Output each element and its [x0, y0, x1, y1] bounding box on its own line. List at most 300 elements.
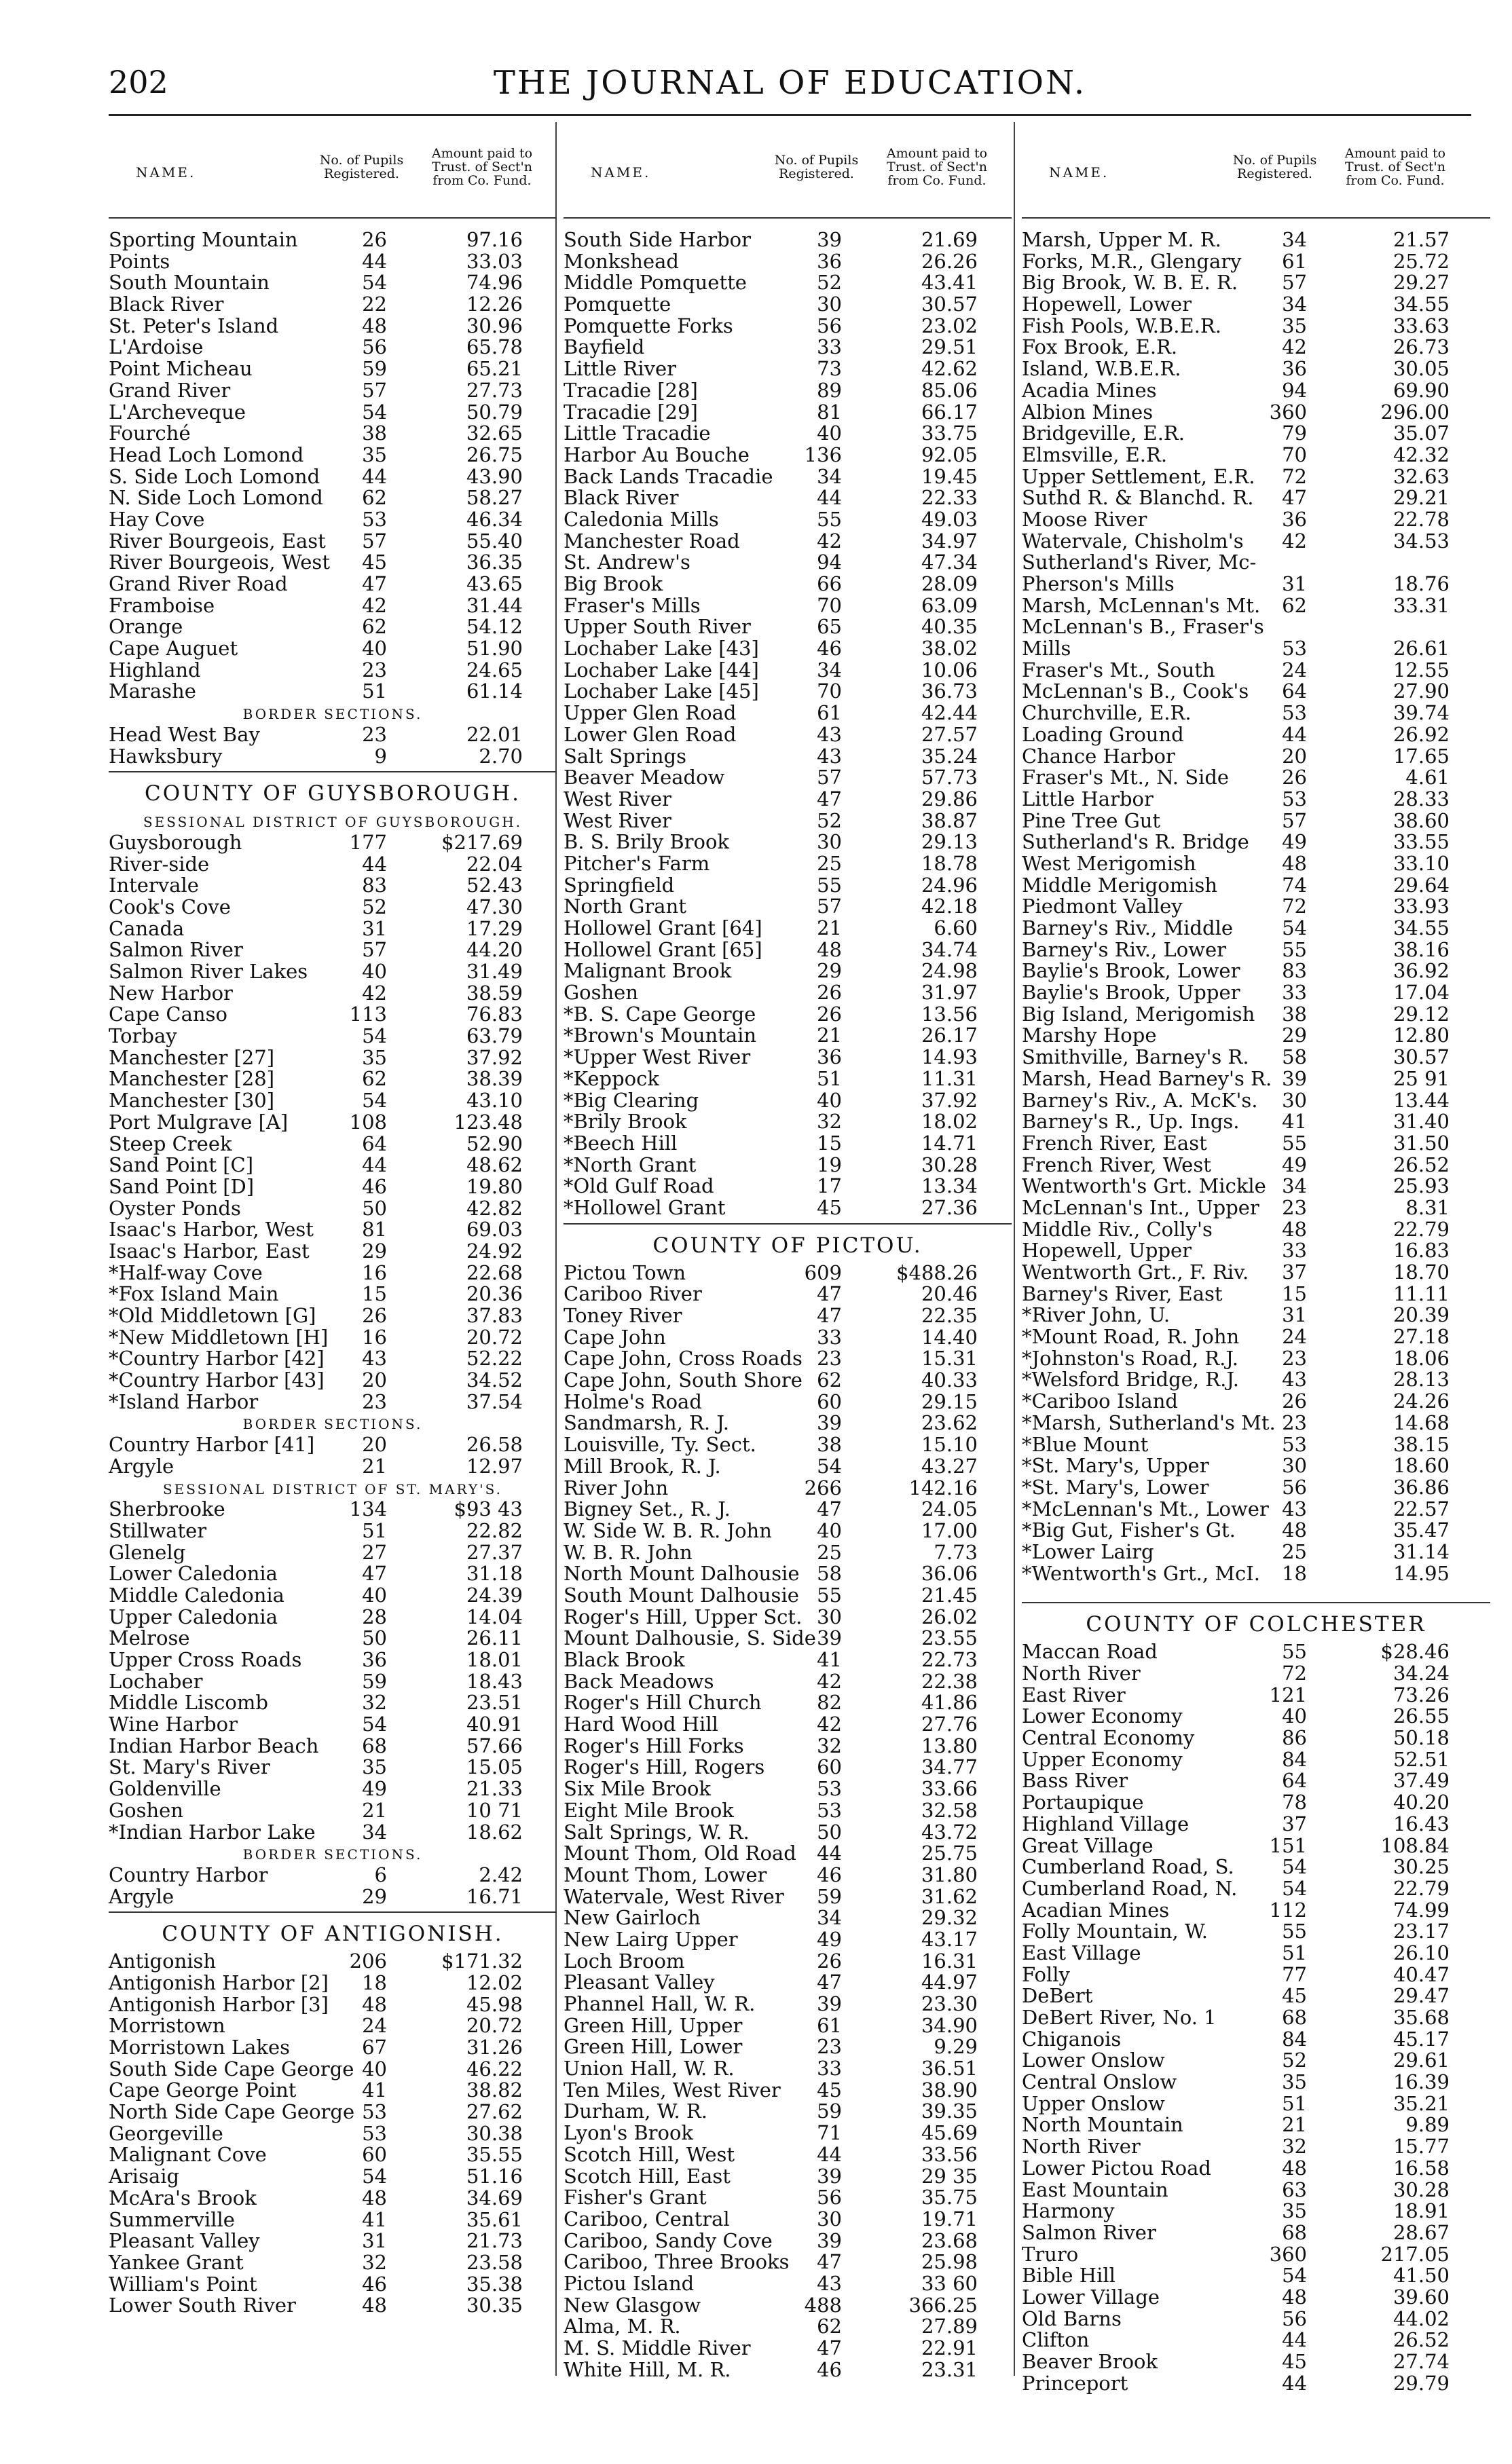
school-name: *Cariboo Island: [1022, 1389, 1178, 1413]
school-name: Pleasant Valley: [109, 2229, 260, 2253]
amount-paid: 19.45: [921, 464, 978, 488]
school-name: Hawksbury: [109, 744, 223, 768]
school-name: Pictou Town: [564, 1261, 686, 1284]
school-name: William's Point: [109, 2272, 257, 2296]
pupils-registered: 51: [362, 1518, 387, 1542]
amount-paid: 12.97: [466, 1454, 523, 1478]
amount-paid: 4.61: [1405, 766, 1450, 789]
pupils-registered: 21: [362, 1454, 387, 1478]
table-row: [1022, 358, 1490, 380]
amount-paid: 73.26: [1393, 1683, 1450, 1706]
pupils-registered: 24: [1282, 1325, 1307, 1349]
amount-paid: 29.61: [1393, 2049, 1450, 2072]
school-name: Cumberland Road, S.: [1022, 1855, 1234, 1879]
table-row: [564, 531, 1012, 553]
table-row: [109, 1434, 557, 1456]
amount-paid: 22.35: [921, 1304, 978, 1327]
amount-paid: 19.80: [466, 1174, 523, 1198]
pupils-registered: 30: [817, 830, 842, 854]
table-row: [1022, 1563, 1490, 1585]
amount-paid: 28.67: [1393, 2220, 1450, 2244]
amount-paid: 18.62: [466, 1820, 523, 1844]
amount-paid: 18.06: [1393, 1346, 1450, 1370]
school-name: Middle Caledonia: [109, 1583, 284, 1607]
amount-paid: 22.73: [921, 1648, 978, 1671]
amount-paid: 52.51: [1393, 1747, 1450, 1771]
school-name: *St. Mary's, Lower: [1022, 1475, 1209, 1499]
amount-paid: 66.17: [921, 400, 978, 424]
county-heading: COUNTY OF ANTIGONISH.: [109, 1911, 557, 1951]
amount-paid: 35.61: [466, 2207, 523, 2231]
school-name: Goshen: [109, 1798, 184, 1822]
school-name: W. B. R. John: [564, 1540, 693, 1564]
school-name: Sandmarsh, R. J.: [564, 1411, 729, 1435]
table-row: [109, 1026, 557, 1047]
table-row: [564, 1413, 1012, 1434]
amount-paid: 25.98: [921, 2250, 978, 2274]
amount-paid: 27.36: [921, 1195, 978, 1219]
amount-paid: 29.32: [921, 1906, 978, 1930]
school-name: Middle Pomquette: [564, 271, 747, 295]
amount-paid: 23.17: [1393, 1920, 1450, 1943]
school-name: Chance Harbor: [1022, 744, 1175, 768]
table-row: [1022, 1835, 1490, 1857]
pupils-registered: 40: [362, 960, 387, 983]
table-row: [109, 2059, 557, 2080]
pupils-registered: 29: [1282, 1024, 1307, 1047]
amount-paid: 34.97: [921, 529, 978, 553]
amount-paid: 65.21: [466, 357, 523, 381]
table-row: [564, 251, 1012, 273]
pupils-registered: 34: [817, 464, 842, 488]
pupils-registered: 59: [817, 2099, 842, 2123]
table-row: [1022, 1369, 1490, 1391]
pupils-registered: 34: [1282, 1174, 1307, 1198]
table-row: [109, 1714, 557, 1736]
school-name: Lower Onslow: [1022, 2049, 1165, 2072]
school-name: Malignant Brook: [564, 959, 732, 983]
table-row: [109, 746, 557, 768]
amount-paid: 29 35: [921, 2164, 978, 2188]
pupils-registered: 47: [817, 1971, 842, 1994]
table-row: [1022, 918, 1490, 939]
spacer: [1022, 1584, 1490, 1598]
pupils-registered: 94: [1282, 378, 1307, 402]
table-row: [564, 2338, 1012, 2359]
table-row: [109, 1241, 557, 1263]
school-name: Barney's R., Up. Ings.: [1022, 1110, 1240, 1134]
school-name: Marsh, Upper M. R.: [1022, 228, 1221, 251]
pupils-registered: 42: [1282, 335, 1307, 359]
school-name: Bigney Set., R. J.: [564, 1497, 731, 1521]
school-name: Little Tracadie: [564, 422, 711, 445]
amount-paid: 35.24: [921, 744, 978, 768]
table-row: [1022, 574, 1490, 595]
table-row: [564, 509, 1012, 531]
pupils-registered: 54: [1282, 1855, 1307, 1879]
table-row: [1022, 531, 1490, 553]
amount-paid: 29.15: [921, 1389, 978, 1413]
amount-paid: 30.25: [1393, 1855, 1450, 1879]
school-name: Grand River: [109, 378, 231, 402]
pupils-registered: 67: [362, 2036, 387, 2059]
pupils-registered: 43: [817, 722, 842, 746]
pupils-registered: 49: [1282, 830, 1307, 854]
table-row: [564, 1263, 1012, 1284]
school-name: Isaac's Harbor, East: [109, 1239, 310, 1263]
amount-paid: 18.01: [466, 1648, 523, 1671]
header-pupils: No. of Pupils Registered.: [774, 153, 859, 181]
school-name: Louisville, Ty. Sect.: [564, 1433, 756, 1457]
pupils-registered: 53: [1282, 701, 1307, 725]
table-row: [1022, 466, 1490, 488]
school-name: *Big Clearing: [564, 1088, 699, 1112]
table-row: [564, 1822, 1012, 1844]
table-row: [1022, 1348, 1490, 1370]
pupils-registered: 17: [817, 1174, 842, 1198]
pupils-registered: 56: [1282, 1475, 1307, 1499]
pupils-registered: 30: [817, 2207, 842, 2230]
school-name: Chiganois: [1022, 2027, 1122, 2051]
table-row: [564, 1994, 1012, 2015]
pupils-registered: 56: [817, 2186, 842, 2209]
pupils-registered: 25: [1282, 1539, 1307, 1563]
amount-paid: 18.76: [1393, 572, 1450, 595]
amount-paid: 26.73: [1393, 335, 1450, 359]
pupils-registered: 360: [1269, 2242, 1307, 2266]
pupils-registered: 41: [362, 2078, 387, 2102]
section-subheading: BORDER SECTIONS.: [242, 1846, 423, 1863]
pupils-registered: 72: [1282, 895, 1307, 918]
table-row: [109, 294, 557, 316]
amount-paid: 26.02: [921, 1605, 978, 1628]
pupils-registered: 40: [817, 1088, 842, 1112]
table-row: [1022, 552, 1490, 574]
table-row: [564, 1004, 1012, 1026]
table-row: [1022, 1326, 1490, 1348]
school-name: Morristown: [109, 2014, 225, 2038]
amount-paid: 22.78: [1393, 507, 1450, 531]
amount-paid: 296.00: [1380, 400, 1450, 424]
table-row: [109, 1671, 557, 1693]
pupils-registered: 136: [804, 443, 842, 466]
pupils-registered: 26: [362, 1304, 387, 1327]
school-name: Bridgeville, E.R.: [1022, 422, 1185, 445]
table-row: [109, 1327, 557, 1349]
table-row: [109, 1456, 557, 1478]
school-name: Indian Harbor Beach: [109, 1734, 319, 1757]
amount-paid: 57.66: [466, 1734, 523, 1757]
school-name: North Side Cape George: [109, 2100, 355, 2124]
table-row: [1022, 1520, 1490, 1542]
school-name: North Mount Dalhousie: [564, 1562, 800, 1586]
table-row: [564, 982, 1012, 1004]
pupils-registered: 38: [362, 422, 387, 445]
pupils-registered: 28: [362, 1605, 387, 1628]
school-name: River Bourgeois, West: [109, 550, 330, 574]
pupils-registered: 23: [362, 722, 387, 746]
table-row: [1022, 703, 1490, 724]
pupils-registered: 59: [362, 1669, 387, 1693]
table-row: [564, 1068, 1012, 1090]
pupils-registered: 42: [817, 1713, 842, 1736]
pupils-registered: 34: [817, 658, 842, 682]
school-name: French River, West: [1022, 1153, 1211, 1176]
school-name: Green Hill, Lower: [564, 2035, 743, 2059]
school-name: Point Micheau: [109, 357, 253, 381]
amount-paid: 85.06: [921, 378, 978, 402]
pupils-registered: 134: [349, 1497, 387, 1521]
table-row: [1022, 1641, 1490, 1663]
school-name: Lower Glen Road: [564, 722, 737, 746]
table-row: [1022, 1685, 1490, 1706]
school-name: *Country Harbor [43]: [109, 1368, 325, 1392]
table-row: [564, 853, 1012, 875]
amount-paid: 28.33: [1393, 787, 1450, 810]
amount-paid: 22.01: [466, 722, 523, 746]
pupils-registered: 64: [362, 1132, 387, 1155]
pupils-registered: 55: [817, 507, 842, 531]
amount-paid: 18.78: [921, 851, 978, 875]
pupils-registered: 45: [817, 1195, 842, 1219]
school-name: New Gairloch: [564, 1906, 701, 1930]
school-name: Country Harbor: [109, 1863, 268, 1886]
amount-paid: 25.93: [1393, 1174, 1450, 1198]
school-name: Loading Ground: [1022, 722, 1184, 746]
table-row: [564, 1607, 1012, 1628]
school-name: Pomquette: [564, 293, 671, 316]
school-name: Lower Pictou Road: [1022, 2156, 1211, 2180]
table-row: [109, 1263, 557, 1284]
table-row: [109, 402, 557, 424]
pupils-registered: 38: [1282, 1002, 1307, 1026]
table-row: [1022, 1943, 1490, 1964]
amount-paid: 69.90: [1393, 378, 1450, 402]
pupils-registered: 35: [362, 1755, 387, 1779]
amount-paid: 35.75: [921, 2186, 978, 2209]
table-row: [109, 832, 557, 854]
school-name: Glenelg: [109, 1540, 186, 1564]
pupils-registered: 56: [1282, 2307, 1307, 2330]
amount-paid: 34.55: [1393, 916, 1450, 939]
amount-paid: 20.36: [466, 1282, 523, 1306]
pupils-registered: 39: [817, 1411, 842, 1435]
pupils-registered: 59: [362, 357, 387, 381]
amount-paid: 26.61: [1393, 637, 1450, 660]
amount-paid: 35.68: [1393, 2006, 1450, 2029]
amount-paid: 8.31: [1405, 1195, 1450, 1219]
school-name: Cape Auguet: [109, 637, 238, 660]
pupils-registered: 58: [1282, 1045, 1307, 1069]
table-row: [564, 1348, 1012, 1370]
amount-paid: 23.68: [921, 2228, 978, 2252]
table-row: [109, 854, 557, 876]
school-name: *Keppock: [564, 1066, 659, 1090]
table-row: [1022, 2072, 1490, 2093]
school-name: Salmon River: [1022, 2220, 1156, 2244]
school-name: Antigonish: [109, 1949, 217, 1973]
amount-paid: 15.31: [921, 1347, 978, 1370]
pupils-registered: 57: [817, 766, 842, 789]
school-name: Princeport: [1022, 2371, 1128, 2395]
amount-paid: 16.43: [1393, 1812, 1450, 1835]
pupils-registered: 55: [1282, 1920, 1307, 1943]
amount-paid: $171.32: [441, 1949, 523, 1973]
school-name: Back Meadows: [564, 1669, 714, 1693]
table-row: [1022, 960, 1490, 982]
table-row: [1022, 832, 1490, 853]
amount-paid: 26.58: [466, 1433, 523, 1457]
school-name: N. Side Loch Lomond: [109, 486, 323, 510]
amount-paid: 26.52: [1393, 2328, 1450, 2352]
school-name: Monkshead: [564, 249, 679, 273]
table-row: [1022, 1090, 1490, 1112]
column-header: [1022, 122, 1490, 219]
school-name: Cape Canso: [109, 1003, 227, 1026]
amount-paid: 31.44: [466, 593, 523, 617]
amount-paid: 9.29: [934, 2035, 978, 2059]
table-row: [109, 1951, 557, 1973]
school-name: Sherbrooke: [109, 1497, 225, 1521]
table-row: [109, 1134, 557, 1155]
school-name: Black Brook: [564, 1648, 685, 1671]
school-name: *Johnston's Road, R.J.: [1022, 1346, 1238, 1370]
table-row: [1022, 1856, 1490, 1878]
pupils-registered: 47: [817, 1282, 842, 1306]
amount-paid: 18.02: [921, 1110, 978, 1134]
pupils-registered: 360: [1269, 400, 1307, 424]
amount-paid: 20.72: [466, 1325, 523, 1349]
table-row: [109, 2102, 557, 2123]
pupils-registered: 36: [1282, 357, 1307, 381]
school-name: Georgeville: [109, 2121, 223, 2145]
school-name: Lower Village: [1022, 2285, 1160, 2309]
table-row: [564, 466, 1012, 488]
header-amount: Amount paid to Trust. of Sect'n from Co. Fund.: [431, 146, 533, 188]
school-name: Portaupique: [1022, 1791, 1144, 1814]
amount-paid: 38.16: [1393, 937, 1450, 961]
amount-paid: 11.11: [1393, 1282, 1450, 1305]
pupils-registered: 33: [817, 2057, 842, 2080]
amount-paid: 30.28: [921, 1153, 978, 1176]
school-name: Torbay: [109, 1024, 177, 1048]
school-name: Manchester [27]: [109, 1045, 275, 1069]
table-column-3: [1022, 122, 1490, 2394]
school-name: S. Side Loch Lomond: [109, 464, 320, 488]
amount-paid: 16.39: [1393, 2070, 1450, 2094]
pupils-registered: 65: [817, 615, 842, 639]
pupils-registered: 51: [362, 679, 387, 703]
school-name: Baylie's Brook, Upper: [1022, 981, 1240, 1005]
pupils-registered: 31: [362, 916, 387, 940]
amount-paid: 14.71: [921, 1131, 978, 1155]
pupils-registered: 55: [817, 1583, 842, 1607]
school-name: Central Onslow: [1022, 2070, 1177, 2094]
pupils-registered: 61: [1282, 249, 1307, 273]
county-heading: COUNTY OF GUYSBOROUGH.: [109, 771, 557, 810]
school-name: North River: [1022, 1662, 1141, 1685]
table-row: [564, 1886, 1012, 1908]
table-row: [1022, 423, 1490, 445]
pupils-registered: 50: [362, 1626, 387, 1650]
table-row: [1022, 1219, 1490, 1241]
amount-paid: 25 91: [1393, 1066, 1450, 1090]
amount-paid: 12.02: [466, 1971, 523, 1994]
pupils-registered: 78: [1282, 1791, 1307, 1814]
school-name: River-side: [109, 852, 210, 876]
school-name: Roger's Hill Church: [564, 1691, 762, 1715]
amount-paid: 26.11: [466, 1626, 523, 1650]
pupils-registered: 23: [362, 1389, 387, 1413]
table-row: [109, 1585, 557, 1607]
pupils-registered: 44: [362, 852, 387, 876]
table-row: [109, 272, 557, 294]
pupils-registered: 58: [817, 1562, 842, 1586]
school-name: M. S. Middle River: [564, 2336, 751, 2359]
table-row: [564, 1736, 1012, 1757]
amount-paid: 17.65: [1393, 744, 1450, 768]
amount-paid: 31.26: [466, 2036, 523, 2059]
table-row: [109, 875, 557, 897]
rows: [564, 219, 1012, 2381]
table-row: [564, 939, 1012, 961]
table-row: [1022, 875, 1490, 897]
pupils-registered: 32: [1282, 2135, 1307, 2159]
school-name: McLennan's Int., Upper: [1022, 1195, 1259, 1219]
amount-paid: 18.43: [466, 1669, 523, 1693]
amount-paid: 33.66: [921, 1777, 978, 1801]
school-name: Cape John, South Shore: [564, 1368, 803, 1392]
pupils-registered: 39: [817, 2228, 842, 2252]
table-row: [564, 960, 1012, 982]
table-row: [1022, 1004, 1490, 1026]
amount-paid: 29.79: [1393, 2371, 1450, 2395]
pupils-registered: 48: [1282, 1217, 1307, 1241]
table-row: [564, 2187, 1012, 2209]
pupils-registered: 35: [1282, 2070, 1307, 2094]
pupils-registered: 64: [1282, 1769, 1307, 1793]
amount-paid: 24.96: [921, 873, 978, 897]
amount-paid: 36.92: [1393, 959, 1450, 983]
amount-paid: 13.80: [921, 1734, 978, 1757]
amount-paid: 22.91: [921, 2336, 978, 2359]
school-name: Country Harbor [41]: [109, 1433, 315, 1457]
pupils-registered: 55: [1282, 1640, 1307, 1664]
pupils-registered: 56: [362, 335, 387, 359]
amount-paid: 27.62: [466, 2100, 523, 2124]
pupils-registered: 177: [349, 830, 387, 854]
table-row: [564, 2058, 1012, 2080]
rows: [109, 219, 557, 2317]
table-row: [1022, 896, 1490, 918]
school-name: Caledonia Mills: [564, 507, 719, 531]
amount-paid: 42.44: [921, 701, 978, 725]
table-row: [564, 1628, 1012, 1649]
table-row: [564, 2209, 1012, 2230]
table-row: [564, 1176, 1012, 1197]
table-row: [1022, 1878, 1490, 1900]
pupils-registered: 60: [817, 1755, 842, 1779]
amount-paid: 18.60: [1393, 1454, 1450, 1478]
school-name: Barney's Riv., A. McK's.: [1022, 1088, 1258, 1112]
amount-paid: 22.04: [466, 852, 523, 876]
pupils-registered: 20: [362, 1433, 387, 1457]
school-name: Upper Settlement, E.R.: [1022, 464, 1255, 488]
school-name: Scotch Hill, East: [564, 2164, 731, 2188]
amount-paid: 15.77: [1393, 2135, 1450, 2159]
amount-paid: 21.69: [921, 228, 978, 251]
school-name: *Old Gulf Road: [564, 1174, 714, 1198]
